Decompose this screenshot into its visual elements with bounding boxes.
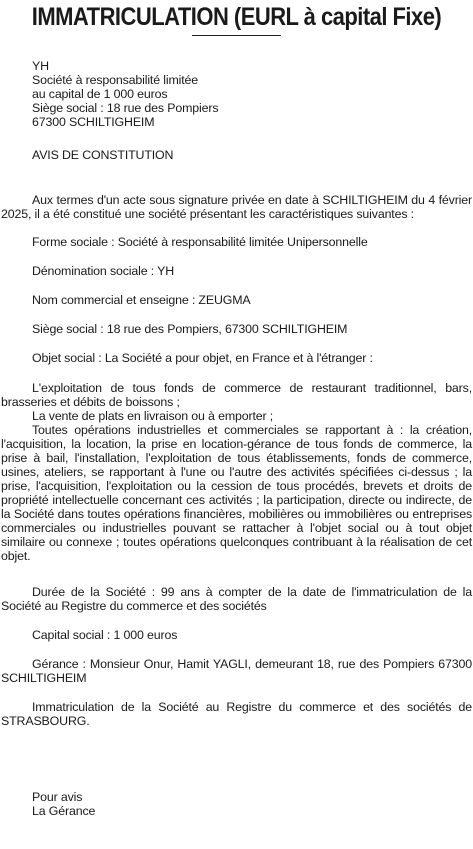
closing-signature (0, 790, 473, 818)
intro-paragraph: Aux termes d'un acte sous signature privée en date à SCHILTIGHEIM du 4 février 2025, il a été constitué une société présentant les caractéristiques suivantes : (1, 193, 472, 221)
address-line: Siège social : 18 rue des Pompiers (32, 101, 219, 115)
company-header (0, 59, 473, 129)
objet-social-intro-text: Objet social : La Société a pour objet, en France et à l'étranger : (32, 351, 373, 365)
capital-line: au capital de 1 000 euros (32, 87, 168, 101)
siege-social (0, 322, 473, 336)
objet-item-2-text: La vente de plats en livraison ou à emporter ; (32, 409, 274, 423)
capital-social (0, 628, 473, 642)
nom-commercial-text: Nom commercial et enseigne : ZEUGMA (32, 293, 251, 307)
objet-social-intro (0, 351, 473, 365)
legal-form: Société à responsabilité limitée (32, 73, 199, 87)
denomination-sociale (0, 264, 473, 278)
immatriculation-paragraph: Immatriculation de la Société au Registre du commerce et des sociétés de STRASBOURG. (1, 700, 472, 728)
gerance-paragraph: Gérance : Monsieur Onur, Hamit YAGLI, demeurant 18, rue des Pompiers 67300 SCHILTIGHEIM (1, 657, 472, 685)
closing-line-gerance: La Gérance (32, 804, 96, 818)
siege-social-text: Siège social : 18 rue des Pompiers, 67300 SCHILTIGHEIM (32, 322, 348, 336)
forme-sociale-text: Forme sociale : Société à responsabilité limitée Unipersonnelle (32, 235, 368, 249)
city-line: 67300 SCHILTIGHEIM (32, 115, 155, 129)
forme-sociale (0, 235, 473, 249)
denomination-text: Dénomination sociale : YH (32, 264, 175, 278)
closing-line-pour-avis: Pour avis (32, 790, 83, 804)
duree-paragraph: Durée de la Société : 99 ans à compter de la date de l'immatriculation de la Société au Registre du commerce et des sociétés (1, 585, 472, 613)
company-name: YH (32, 59, 49, 73)
notice-title-text: AVIS DE CONSTITUTION (32, 148, 174, 162)
capital-social-text: Capital social : 1 000 euros (32, 628, 178, 642)
document-title: IMMATRICULATION (EURL à capital Fixe) (31, 3, 442, 31)
objet-item-3: Toutes opérations industrielles et commerciales se rapportant à : la création, l'acquisition, la location, la prise en location-gérance de tous fonds de commerce, la prise à bail, l'installation, l'exploitation de tous établissements, fonds de commerce, usines, ateliers, se rapportant à l'une ou l'autre des activités spécifiées ci-dessus ; la prise, l'acquisition, l'exploitation ou la cession de tous procédés, brevets et droits de propriété intellectuelle concernant ces activités ; la participation, directe ou indirecte, de la Société dans toutes opérations financières, mobilières ou immobilières ou entreprises commerciales ou industrielles pouvant se rattacher à l'objet social ou à tout objet similaire ou connexe ; toutes opérations quelconques contribuant à la réalisation de cet objet. (1, 423, 472, 563)
objet-item-1: L'exploitation de tous fonds de commerce de restaurant traditionnel, bars, brasseries et débits de boissons ; (1, 381, 472, 409)
title-underline (192, 35, 281, 36)
objet-item-2 (0, 409, 473, 423)
notice-title (0, 148, 473, 162)
nom-commercial (0, 293, 473, 307)
